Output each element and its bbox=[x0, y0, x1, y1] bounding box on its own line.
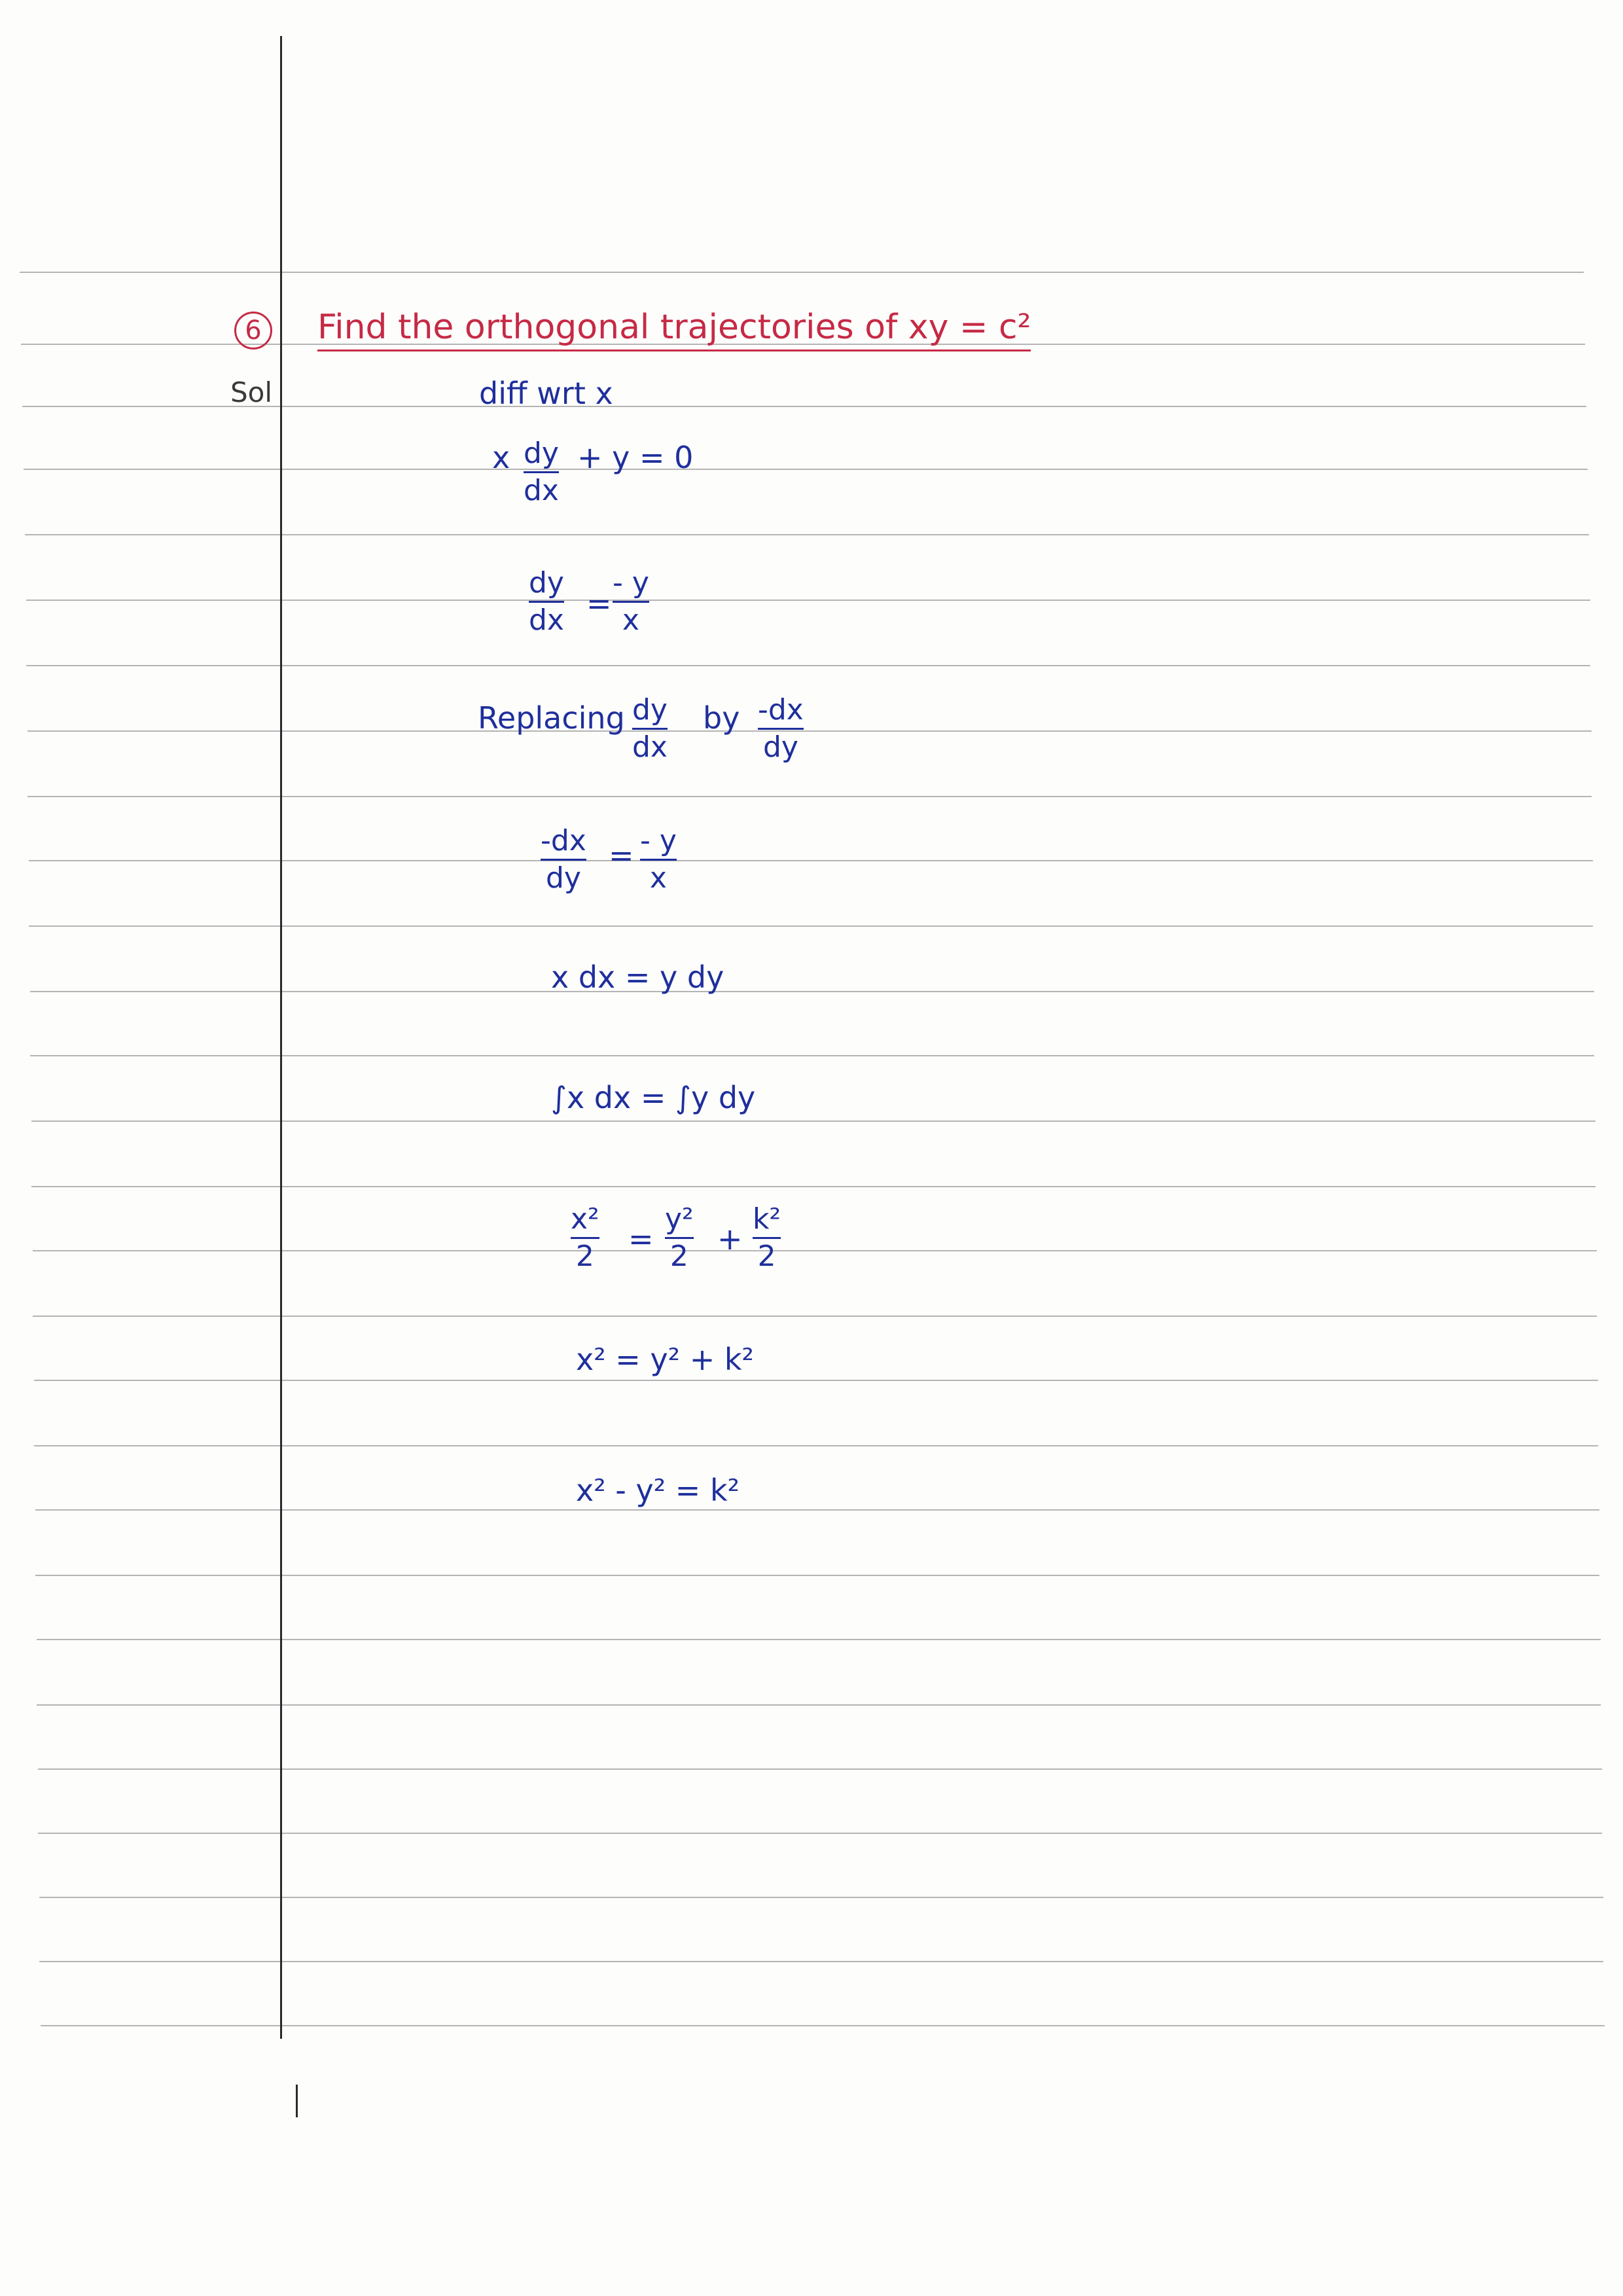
eq6-plus: + bbox=[717, 1221, 743, 1257]
ruled-line bbox=[38, 1768, 1602, 1770]
eq2-lhs-numerator: dy bbox=[529, 566, 564, 600]
eq6-a-numerator: x² bbox=[571, 1202, 599, 1236]
equation-7: x² = y² + k² bbox=[576, 1342, 754, 1377]
ruled-line bbox=[26, 600, 1590, 601]
ruled-line bbox=[20, 272, 1584, 273]
ruled-line bbox=[31, 1186, 1596, 1187]
step-diff-wrt: diff wrt x bbox=[479, 376, 613, 411]
replacing-by: by bbox=[703, 700, 740, 736]
eq1-denominator: dx bbox=[524, 474, 559, 508]
ruled-line bbox=[35, 1509, 1599, 1511]
question-number: 6 bbox=[234, 312, 272, 350]
eq3-lhs-fraction bbox=[541, 826, 586, 893]
eq3-rhs-denominator: x bbox=[649, 861, 667, 895]
ruled-line bbox=[38, 1833, 1602, 1834]
eq6-b-denominator: 2 bbox=[669, 1240, 688, 1274]
replacing-fraction-2 bbox=[758, 695, 804, 762]
fraction-bar bbox=[632, 728, 668, 730]
eq1-lead: x bbox=[492, 440, 510, 475]
eq1-rest: + y = 0 bbox=[577, 440, 694, 475]
replacing-f2-numerator: -dx bbox=[758, 693, 804, 726]
ruled-line bbox=[37, 1704, 1601, 1706]
eq2-equals: = bbox=[586, 586, 612, 621]
ruled-line bbox=[30, 991, 1594, 992]
fraction-bar bbox=[640, 859, 677, 861]
fraction-bar bbox=[541, 859, 586, 861]
replacing-fraction-1 bbox=[632, 695, 668, 762]
eq6-c-denominator: 2 bbox=[757, 1240, 776, 1274]
ruled-line bbox=[35, 1575, 1599, 1576]
ruled-line bbox=[30, 1055, 1594, 1056]
ruled-line bbox=[34, 1445, 1598, 1446]
eq1-numerator: dy bbox=[524, 437, 559, 470]
fraction-bar bbox=[613, 601, 649, 603]
ruled-line bbox=[39, 1961, 1603, 1962]
ruled-line bbox=[29, 860, 1593, 861]
eq6-equals: = bbox=[628, 1221, 654, 1257]
eq1-fraction bbox=[524, 439, 559, 506]
eq6-b-numerator: y² bbox=[665, 1202, 694, 1236]
replacing-f1-numerator: dy bbox=[632, 693, 668, 726]
ruled-line bbox=[37, 1639, 1601, 1640]
ruled-line bbox=[25, 534, 1589, 535]
sol-label: Sol bbox=[230, 376, 273, 408]
eq6-c-numerator: k² bbox=[753, 1202, 781, 1236]
eq3-lhs-denominator: dy bbox=[545, 861, 581, 895]
question-text: Find the orthogonal trajectories of xy = c² bbox=[317, 308, 1031, 351]
equation-8: x² - y² = k² bbox=[576, 1473, 740, 1508]
eq3-rhs-numerator: - y bbox=[640, 824, 677, 857]
eq2-rhs-fraction bbox=[613, 568, 649, 636]
ruled-line bbox=[33, 1316, 1597, 1317]
eq2-lhs-denominator: dx bbox=[529, 603, 564, 637]
ruled-line bbox=[34, 1380, 1598, 1381]
fraction-bar bbox=[571, 1237, 599, 1239]
eq3-lhs-numerator: -dx bbox=[541, 824, 586, 857]
ruled-line bbox=[27, 730, 1592, 732]
eq3-rhs-fraction bbox=[640, 826, 677, 893]
fraction-bar bbox=[758, 728, 804, 730]
fraction-bar bbox=[529, 601, 564, 603]
eq3-equals: = bbox=[609, 838, 634, 873]
eq6-c-fraction bbox=[753, 1204, 781, 1272]
margin-line bbox=[280, 36, 282, 2039]
ruled-line bbox=[31, 1121, 1596, 1122]
eq2-rhs-numerator: - y bbox=[613, 566, 649, 600]
equation-5: ∫x dx = ∫y dy bbox=[551, 1080, 756, 1115]
equation-4: x dx = y dy bbox=[551, 960, 724, 995]
ruled-line bbox=[24, 469, 1588, 470]
ruled-line bbox=[33, 1250, 1597, 1251]
replacing-f1-denominator: dx bbox=[632, 730, 668, 764]
replacing-f2-denominator: dy bbox=[762, 730, 798, 764]
eq2-rhs-denominator: x bbox=[622, 603, 639, 637]
ruled-line bbox=[41, 2025, 1605, 2026]
ruled-line bbox=[39, 1897, 1603, 1898]
eq6-a-fraction bbox=[571, 1204, 599, 1272]
ruled-line bbox=[27, 796, 1592, 797]
ruled-line bbox=[29, 925, 1593, 927]
margin-line-tail bbox=[296, 2085, 298, 2117]
fraction-bar bbox=[665, 1237, 694, 1239]
fraction-bar bbox=[524, 471, 559, 473]
ruled-line bbox=[26, 665, 1590, 666]
eq6-a-denominator: 2 bbox=[575, 1240, 594, 1274]
eq6-b-fraction bbox=[665, 1204, 694, 1272]
replacing-word: Replacing bbox=[478, 700, 625, 736]
eq2-lhs-fraction bbox=[529, 568, 564, 636]
fraction-bar bbox=[753, 1237, 781, 1239]
